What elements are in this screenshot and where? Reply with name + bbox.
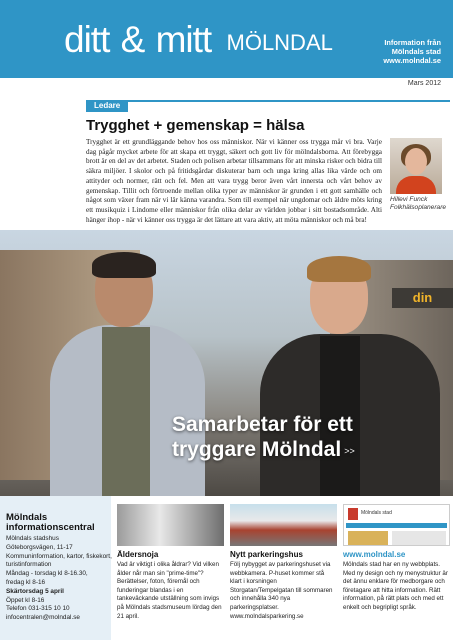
site-label: Mölndals stad: [361, 510, 392, 516]
heading-line: informationscentral: [6, 522, 95, 533]
info-line: Kommuninformation, kartor, fiskekort,: [6, 552, 112, 560]
title-city: MÖLNDAL: [226, 30, 333, 55]
email-link[interactable]: infocentralen@molndal.se: [6, 614, 80, 622]
column-text: Mölndals stad har en ny webbplats. Med ny design och ny menystruktur är det ännu enklare för medborgare och företagare att hitta information. Rätt information, på rätt plats och med ett enkelt och begripligt språk.: [343, 561, 448, 611]
column-image: [230, 504, 337, 546]
column-text: Vad är viktigt i olika åldrar? Vid vilken ålder når man sin "prime-time"? Berättelser, foton, föremål och funderingar blandas i en tankeväckande utställning som invigs på Mölndals stadsmuseum lördag den 21 april.: [117, 561, 222, 620]
author-name: Hillevi Funck: [390, 196, 428, 203]
website-screenshot: [343, 504, 450, 546]
portrait-caption: [390, 196, 446, 212]
photo-headline[interactable]: [172, 412, 355, 464]
info-line: Mölndals stadshus: [6, 535, 59, 542]
column-parkering: [230, 496, 337, 640]
column-aldersnoja: [117, 496, 224, 640]
info-line: Öppet kl 8-16: [6, 596, 45, 604]
heading-line: Mölndals: [6, 512, 48, 523]
section-tag-bar: [86, 100, 450, 113]
info-line: Måndag - torsdag kl 8-16.30,: [6, 570, 88, 578]
info-line: fredag kl 8-16: [6, 578, 46, 586]
masthead-info: [383, 38, 441, 65]
info-line: Mölndals stad: [391, 47, 441, 56]
issue-date: Mars 2012: [407, 80, 441, 87]
info-central-heading: [6, 513, 95, 533]
column-image: [117, 504, 224, 546]
photo-headline-line: Samarbetar för ett: [172, 413, 353, 436]
info-bold-line: Skärtorsdag 5 april: [6, 587, 64, 595]
column-website: [343, 496, 450, 640]
column-heading[interactable]: www.molndal.se: [343, 550, 406, 559]
author-portrait: [390, 138, 442, 194]
article-body: Trygghet är ett grundläggande behov hos oss människor. När vi känner oss trygga mår vi bra. Varje dag pågår mycket arbete för att skapa ett tryggt, säkert och gott liv för mölndalsborna. Att förebygga brott är en del av det arbetet. Staden och polisen arbetar tillsammans för att minska risker och bidra till säkra miljöer. I skolor och på fritidsgårdar diskuterar barn och unga kring allas lika värde och om attityder och normer, rätt och fel. Men att vara trygg beror även vårt innersta och vårt behov av gemenskap. Tillit och förtroende mellan olika typer av människor är grunden i ett gott samhälle och något som växer fram när vi lär känna varandra. Som till exempel när ungdomar och äldre möts kring ett musikquiz i Lindome eller människor från olika delar av världen jobbar i sitt bostadsområde. Alti hänger ihop - när vi känner oss trygga är det lättare att vara aktiv, att möta människor och må bra!: [86, 138, 382, 224]
photo-headline-line: tryggare Mölndal: [172, 438, 342, 461]
masthead-title: [64, 20, 333, 63]
info-line: turistinformation: [6, 561, 52, 569]
title-mitt: mitt: [155, 19, 212, 60]
column-heading: Nytt parkeringshus: [230, 550, 303, 559]
website-link[interactable]: www.molndal.se: [383, 56, 441, 65]
section-tag: Ledare: [86, 100, 128, 112]
article-headline: Trygghet + gemenskap = hälsa: [86, 117, 305, 134]
info-central-text: [6, 535, 112, 623]
info-line: Information från: [384, 38, 441, 47]
author-role: Folkhälsoplanerare: [390, 204, 447, 211]
title-ditt: ditt: [64, 19, 110, 60]
masthead: [0, 0, 453, 78]
title-ampersand: &: [120, 19, 145, 60]
column-heading: Äldersnoja: [117, 550, 159, 559]
storefront-sign: din: [392, 288, 453, 308]
more-arrow-icon[interactable]: >>: [344, 446, 355, 456]
column-text: Följ nybygget av parkeringshuset via webbkamera. P-huset kommer stå klart i korsningen Storgatan/Tempelgatan till sommaren och innehålla 340 nya parkeringsplatser. www.molndalsparkering.se: [230, 561, 333, 620]
phone-number: Telefon 031-315 10 10: [6, 605, 70, 613]
info-line: Göteborgsvägen, 11-17: [6, 543, 73, 551]
